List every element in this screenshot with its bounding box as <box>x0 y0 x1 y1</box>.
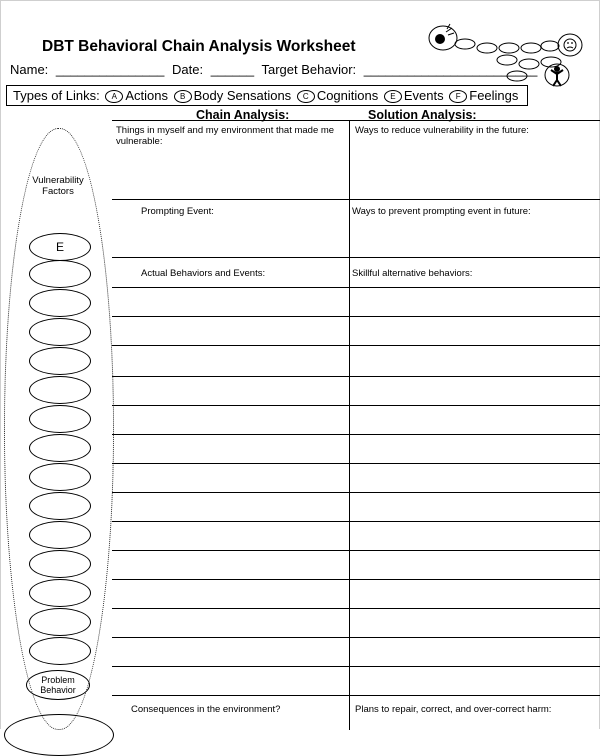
date-label: Date: <box>172 62 204 77</box>
table-row-line <box>112 199 600 200</box>
chain-link-oval[interactable] <box>29 492 91 520</box>
table-row-line <box>112 608 600 609</box>
skillful-alternatives-prompt: Skillful alternative behaviors: <box>352 268 473 279</box>
table-row-line <box>112 257 600 258</box>
links-label: Types of Links: <box>13 88 100 103</box>
chain-analysis-header: Chain Analysis: <box>196 108 290 122</box>
worksheet-title: DBT Behavioral Chain Analysis Worksheet <box>42 38 356 55</box>
table-row-line <box>112 345 600 346</box>
repair-plans-prompt: Plans to repair, correct, and over-correct harm: <box>355 704 552 715</box>
link-body-sensations: Body Sensations <box>193 88 292 103</box>
solution-analysis-header: Solution Analysis: <box>368 108 477 122</box>
link-letter-b-icon: B <box>174 90 192 103</box>
table-row-line <box>112 405 600 406</box>
target-behavior-label: Target Behavior: <box>261 62 357 77</box>
table-row-line <box>112 637 600 638</box>
link-letter-e-icon: E <box>384 90 402 103</box>
link-cognitions: Cognitions <box>316 88 379 103</box>
chain-link-oval[interactable] <box>29 463 91 491</box>
chain-link-oval[interactable]: E <box>29 233 91 261</box>
vulnerability-factors-label: Vulnerability Factors <box>32 175 84 197</box>
table-column-divider <box>349 120 350 730</box>
types-of-links-box <box>6 85 528 106</box>
table-row-line <box>112 550 600 551</box>
chain-link-oval[interactable] <box>29 608 91 636</box>
chain-link-oval[interactable] <box>29 405 91 433</box>
table-row-line <box>112 434 600 435</box>
table-row-line <box>112 521 600 522</box>
chain-link-oval[interactable] <box>29 637 91 665</box>
chain-link-oval[interactable] <box>29 347 91 375</box>
link-feelings: Feelings <box>469 88 519 103</box>
table-row-line <box>112 579 600 580</box>
link-events: Events <box>403 88 444 103</box>
problem-behavior-oval <box>26 670 90 700</box>
chain-link-oval[interactable] <box>29 579 91 607</box>
link-letter-f-icon: F <box>449 90 467 103</box>
link-letter-c-icon: C <box>297 90 315 103</box>
vulnerable-prompt: Things in myself and my environment that made me vulnerable: <box>116 125 335 147</box>
chain-link-oval[interactable] <box>29 318 91 346</box>
table-row-line <box>112 463 600 464</box>
chain-link-oval[interactable] <box>29 521 91 549</box>
link-letter-a-icon: A <box>105 90 123 103</box>
consequences-prompt: Consequences in the environment? <box>131 704 281 715</box>
table-row-line <box>112 287 600 288</box>
name-field[interactable]: _______________ <box>55 62 165 77</box>
table-row-line <box>112 666 600 667</box>
date-field[interactable]: ______ <box>210 62 255 77</box>
name-label: Name: <box>10 62 49 77</box>
chain-link-oval[interactable] <box>29 434 91 462</box>
prompting-event-prompt: Prompting Event: <box>141 206 214 217</box>
target-behavior-field[interactable]: ________________________ <box>363 62 538 77</box>
table-row-line <box>112 695 600 696</box>
reduce-vulnerability-prompt: Ways to reduce vulnerability in the future: <box>355 125 529 136</box>
table-row-line <box>112 120 600 121</box>
chain-link-oval[interactable] <box>29 376 91 404</box>
chain-link-oval[interactable] <box>29 260 91 288</box>
table-row-line <box>112 492 600 493</box>
consequences-oval <box>4 714 114 756</box>
chain-link-oval[interactable] <box>29 289 91 317</box>
link-actions: Actions <box>125 88 168 103</box>
chain-link-oval[interactable] <box>29 550 91 578</box>
problem-behavior-label: Problem Behavior <box>40 675 76 695</box>
table-row-line <box>112 376 600 377</box>
prevent-event-prompt: Ways to prevent prompting event in future: <box>352 206 531 217</box>
table-row-line <box>112 316 600 317</box>
actual-behaviors-prompt: Actual Behaviors and Events: <box>141 268 266 279</box>
